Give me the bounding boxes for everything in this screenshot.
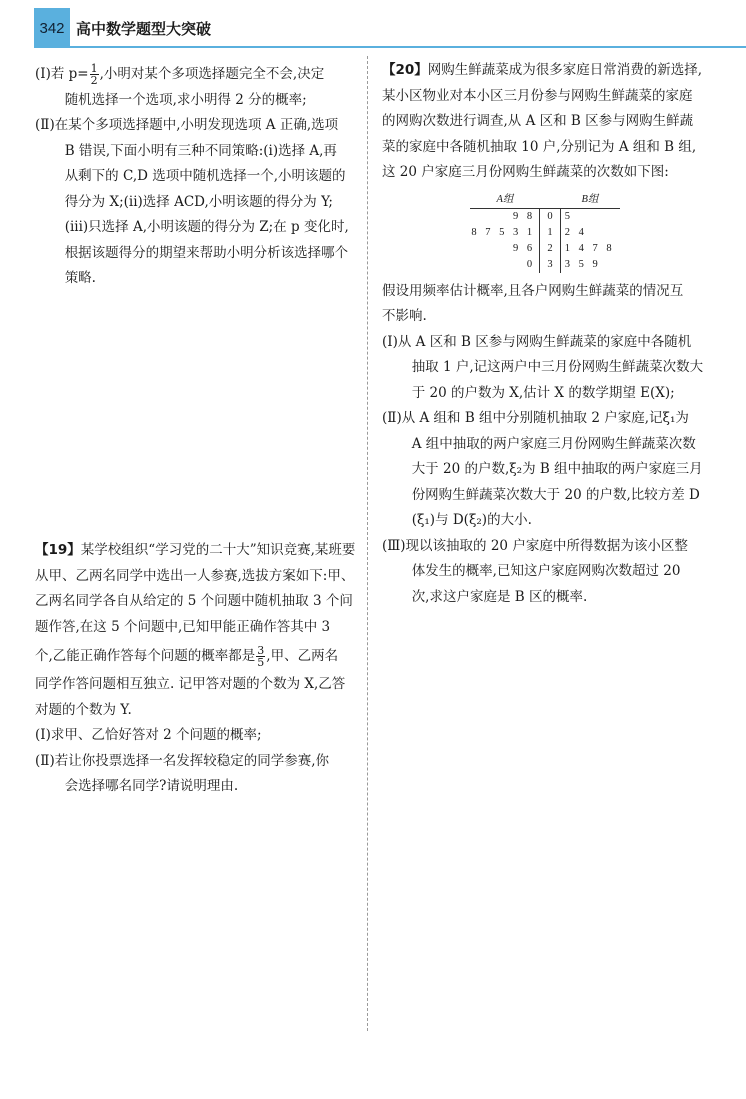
text-line: 假设用频率估计概率,且各户网购生鲜蔬菜的情况互 — [382, 282, 684, 299]
stem: 1 — [539, 225, 561, 241]
q19-part1: (Ⅰ)求甲、乙恰好答对 2 个问题的概率; — [35, 727, 262, 743]
text-line: (Ⅱ)若让你投票选择一名发挥较稳定的同学参赛,你 — [35, 752, 330, 769]
page-number: 342 — [34, 8, 70, 48]
text-line: 得分为 X;(ii)选择 ACD,小明该题的得分为 Y; — [64, 193, 333, 210]
q20-part1 — [382, 330, 708, 407]
q19-label: 【19】 — [35, 542, 81, 558]
q18-part1: (Ⅰ)若 p= $\frac{1}{2}$ ,小明对某个多项选择题完全不会,决定 — [35, 62, 325, 87]
text-line: B 错误,下面小明有三种不同策略:(i)选择 A,再 — [64, 142, 337, 159]
q18-part1-line2: 随机选择一个选项,求小明得 2 分的概率; — [64, 91, 307, 108]
text-line: A 组中抽取的两户家庭三月份网购生鲜蔬菜次数 — [411, 435, 696, 452]
stem: 2 — [539, 241, 561, 257]
text-line: 乙两名同学各自从给定的 5 个问题中随机抽取 3 个问 — [35, 593, 353, 609]
group-b-leaves: 3 5 9 — [564, 258, 601, 270]
text-line: (Ⅲ)现以该抽取的 20 户家庭中所得数据为该小区整 — [382, 537, 688, 554]
text-line: 不影响. — [382, 308, 427, 324]
q18-part2 — [35, 113, 357, 292]
group-a-leaves: 8 7 5 3 1 — [471, 226, 536, 238]
text-line: (Ⅱ)在某个多项选择题中,小明发现选项 A 正确,选项 — [35, 117, 339, 133]
group-b-leaves: 1 4 7 8 — [564, 242, 615, 254]
text-line: 体发生的概率,已知这户家庭网购次数超过 20 — [411, 563, 681, 579]
header-rule — [34, 46, 746, 48]
stem-leaf-rows — [470, 209, 620, 273]
text-line: (Ⅰ)从 A 区和 B 区参与网购生鲜蔬菜的家庭中各随机 — [382, 333, 692, 350]
text-line: 策略. — [64, 270, 96, 286]
text-line: 抽取 1 户,记这两户中三月份网购生鲜蔬菜次数大 — [411, 359, 704, 375]
group-b-leaves: 2 4 — [564, 226, 587, 238]
text-line: 菜的家庭中各随机抽取 10 户,分别记为 A 组和 B 组, — [382, 138, 697, 155]
text-line: (iii)只选择 A,小明该题的得分为 Z;在 p 变化时, — [64, 219, 349, 235]
q20-after-plot — [382, 279, 708, 330]
text-line: (ξ₁)与 D(ξ₂)的大小. — [411, 512, 532, 528]
group-b-header: B组 — [581, 193, 599, 205]
text-line: 从甲、乙两名同学中选出一人参赛,选拔方案如下:甲、 — [35, 567, 355, 584]
text-line: 对题的个数为 Y. — [35, 701, 132, 718]
q20-label: 【20】 — [382, 62, 428, 78]
text-line: 题作答,在这 5 个问题中,已知甲能正确作答其中 3 — [35, 618, 331, 635]
group-a-leaves: 9 6 — [512, 242, 536, 254]
stem-leaf-plot — [470, 192, 620, 273]
text-line: 这 20 户家庭三月份网购生鲜蔬菜的次数如下图: — [382, 164, 669, 180]
text-line: 的网购次数进行调查,从 A 区和 B 区参与网购生鲜蔬 — [382, 113, 694, 129]
group-a-leaves: 0 — [526, 258, 536, 270]
text-line: 同学作答问题相互独立. 记甲答对题的个数为 X,乙答 — [35, 676, 346, 692]
q19-body — [35, 564, 357, 641]
text-line: 某小区物业对本小区三月份参与网购生鲜蔬菜的家庭 — [382, 87, 693, 104]
group-a-header: A组 — [496, 193, 514, 205]
column-divider — [367, 56, 368, 1031]
q20-body — [382, 84, 708, 186]
q19-body-after — [35, 672, 357, 723]
stem-leaf-row — [470, 225, 620, 241]
text-line: 从剩下的 C,D 选项中随机选择一个,小明该题的 — [64, 168, 346, 184]
left-column-top — [35, 62, 357, 292]
group-a-leaves: 9 8 — [512, 210, 536, 222]
question-19 — [35, 538, 357, 800]
page-header — [0, 0, 746, 48]
stem-leaf-row — [470, 209, 620, 225]
group-b-leaves: 5 — [564, 210, 574, 222]
q20-line1: 网购生鲜蔬菜成为很多家庭日常消费的新选择, — [427, 62, 703, 78]
text-line: 于 20 的户数为 X,估计 X 的数学期望 E(X); — [411, 384, 675, 401]
text-line: 根据该题得分的期望来帮助小明分析该选择哪个 — [64, 244, 349, 261]
fraction: $\frac{3}{5}$ — [257, 644, 265, 669]
q19-line1: 某学校组织“学习党的二十大”知识竞赛,某班要 — [80, 542, 356, 558]
stem-leaf-row — [470, 257, 620, 273]
book-title: 高中数学题型大突破 — [76, 20, 212, 38]
stem-leaf-row — [470, 241, 620, 257]
text-line: 次,求这户家庭是 B 区的概率. — [411, 588, 588, 605]
q19-part2 — [35, 749, 357, 800]
fraction: $\frac{1}{2}$ — [90, 62, 98, 87]
q20-part2 — [382, 406, 708, 534]
stem-leaf-header — [470, 192, 620, 208]
text-line: 大于 20 的户数,ξ₂为 B 组中抽取的两户家庭三月 — [411, 461, 703, 477]
q20-part3 — [382, 534, 708, 611]
question-20 — [382, 58, 708, 610]
text-line: (Ⅱ)从 A 组和 B 组中分别随机抽取 2 户家庭,记ξ₁为 — [382, 410, 689, 426]
stem: 0 — [539, 209, 561, 225]
q19-fraction-line: 个,乙能正确作答每个问题的概率都是 $\frac{3}{5}$ ,甲、乙两名 — [35, 644, 339, 669]
text-line: 会选择哪名同学?请说明理由. — [64, 778, 239, 794]
text-line: 份网购生鲜蔬菜次数大于 20 的户数,比较方差 D — [411, 486, 700, 503]
stem: 3 — [539, 257, 561, 273]
